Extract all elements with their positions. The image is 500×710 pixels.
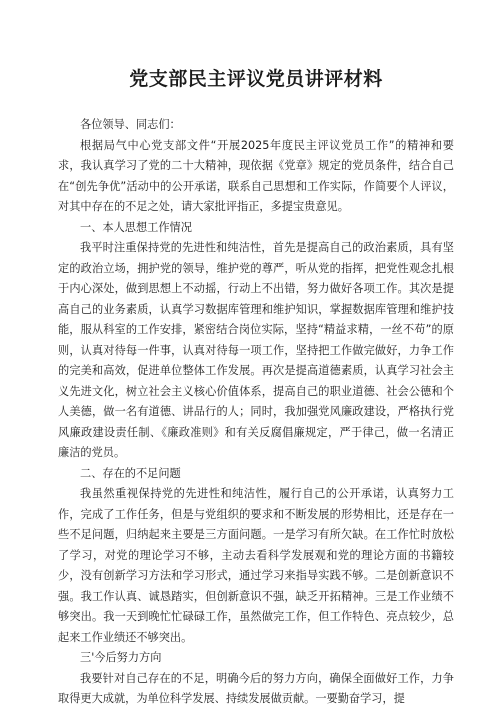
section-1-heading: 一、本人思想工作情况 [80,220,192,234]
section-2-heading: 二、存在的不足问题 [80,466,181,480]
intro-paragraph: 根据局气中心党支部文件“开展2025年度民主评议党员工作”的精神和要求，我认真学习了党的二十大精神，现依据《党章》规定的党员条件，结合自己在“创先争优”活动中的公开承诺，联系自己思想和工作实际，作简要个人评议，对其中存在的不足之处，请大家批评指正，多提宝贵意见。 [58,138,454,213]
document-title: 党支部民主评议党员讲评材料 [129,68,383,90]
section-1-body: 我平时注重保持党的先进性和纯洁性，首先是提高自己的政治素质，具有坚定的政治立场，拥护党的领导，维护党的尊严，听从党的指挥，把党性观念扎根于内心深处，做到思想上不动摇，行动上不出错，努力做好各项工作。其次是提高自己的业务素质，认真学习数据库管理和维护知识，掌握数据库管理和维护技能，服从科室的工作安排，紧密结合岗位实际，坚持“精益求精，一丝不苟”的原则，认真对待每一件事，认真对待每一项工作，坚持把工作做完做好，力争工作的完美和高效，促进单位整体工作发展。再次是提高道德素质，认真学习社会主义先进文化，树立社会主义核心价值体系，提高自己的职业道德、社会公德和个人美德，做一名有道德、讲品行的人；同时，我加强党风廉政建设，严格执行党风廉政建设责任制、《廉政准则》和有关反腐倡廉规定，严于律己，做一名清正廉洁的党员。 [58,241,454,459]
section-3-heading: 三'今后努力方向 [80,651,162,664]
section-3-body: 我要针对自己存在的不足，明确今后的努力方向，确保全面做好工作，力争取得更大成就，为单位科学发展、持续发展做贡献。一要勤奋学习，提 [58,671,454,705]
salutation: 各位领导、同志们： [80,118,181,131]
section-2-body: 我虽然重视保持党的先进性和纯洁性，履行自己的公开承诺，认真努力工作，完成了工作任务，但是与党组织的要求和不断发展的形势相比，还是存在一些不足问题，归纳起来主要是三方面问题。一是学习有所欠缺。在工作忙时放松了学习，对党的理论学习不够，主动去看科学发展观和党的理论方面的书籍较少，没有创新学习方法和学习形式，通过学习来指导实践不够。二是创新意识不强。我工作认真、诚恳踏实，但创新意识不强，缺乏开拓精神。三是工作业绩不够突出。我一天到晚忙忙碌碌工作，虽然做完工作，但工作特色、亮点较少，总起来工作业绩还不够突出。 [58,487,454,644]
